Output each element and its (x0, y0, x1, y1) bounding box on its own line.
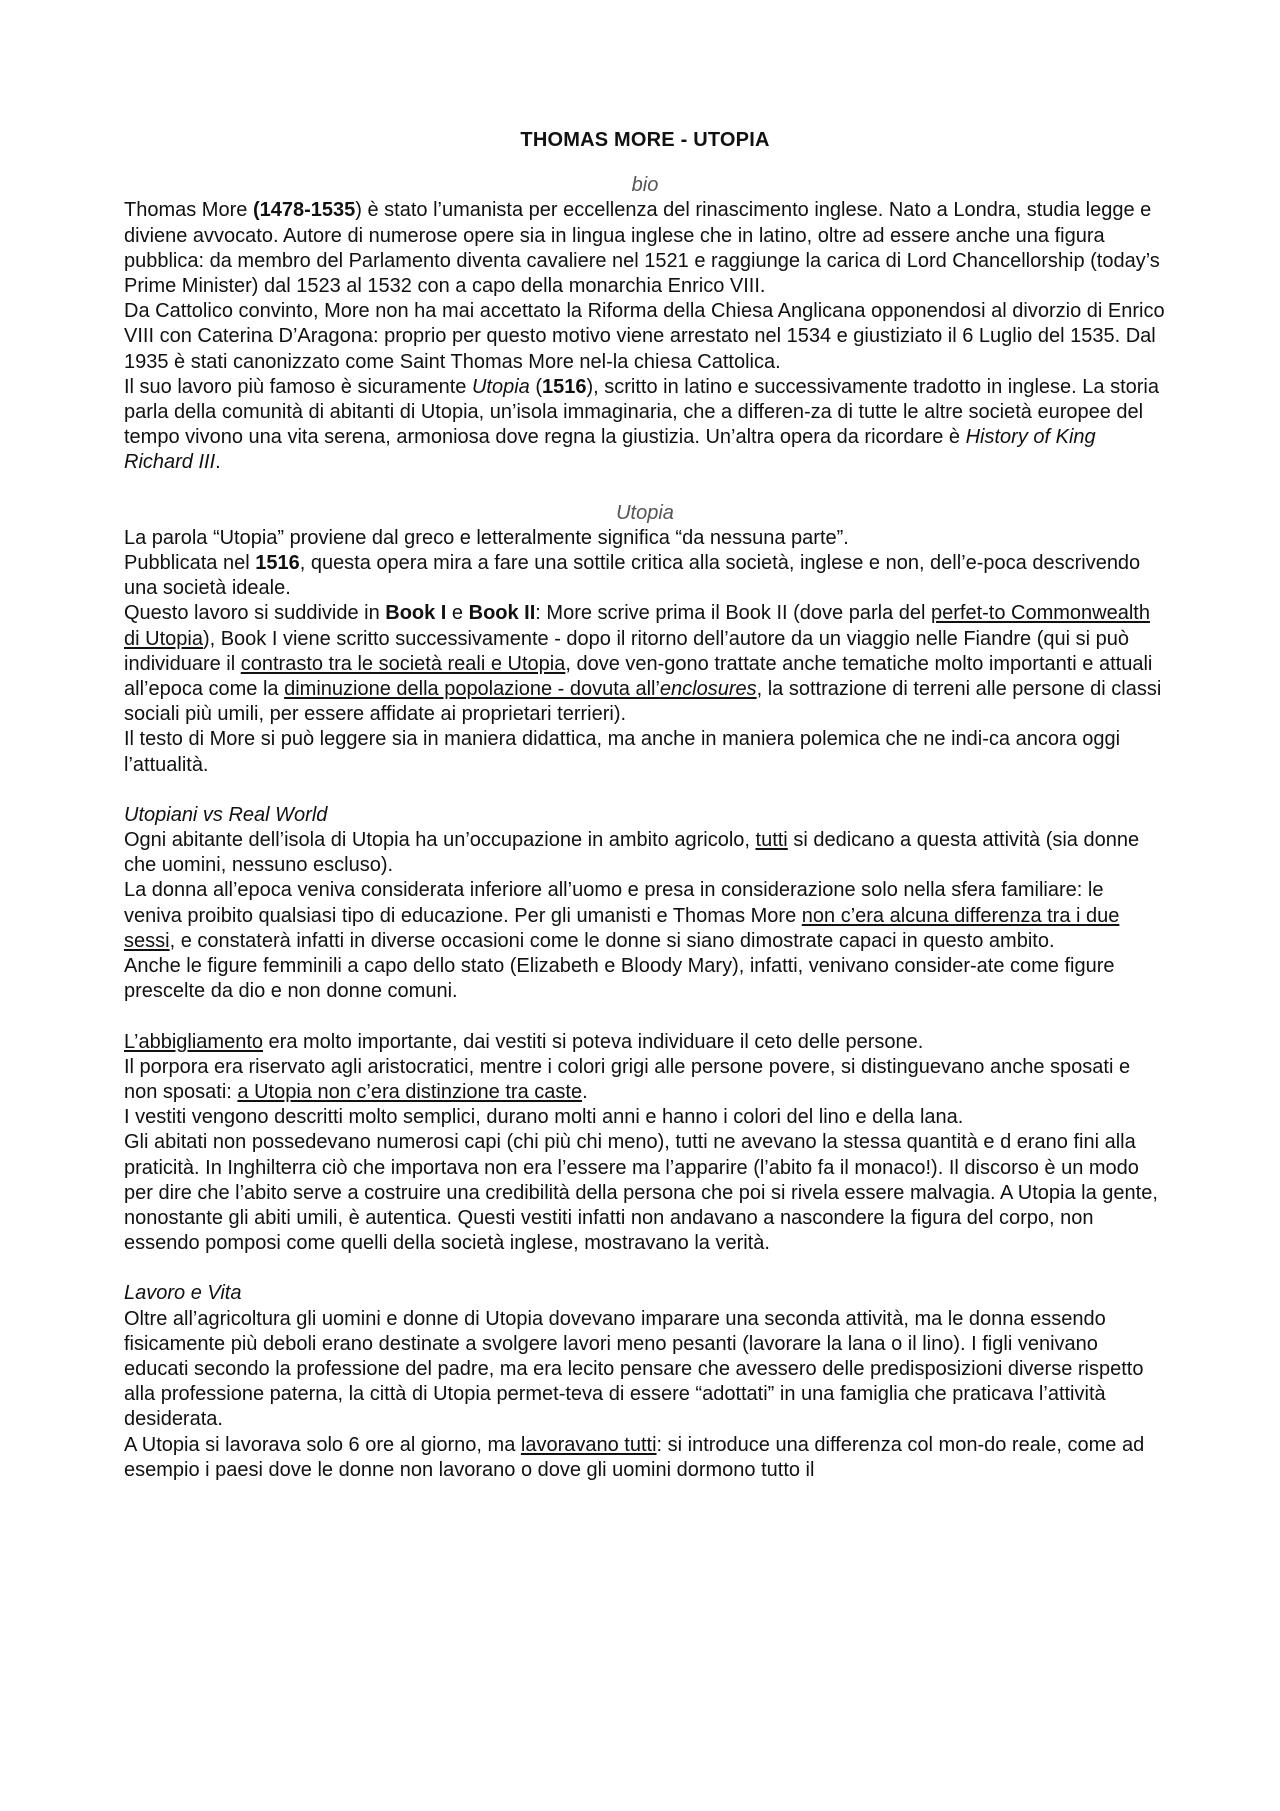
utopiani-section (124, 803, 1166, 1005)
underlined-phrase: non c’era alcuna differenza tra i due sessi (124, 904, 1120, 952)
utopia-section (124, 501, 1166, 778)
text-run: . (582, 1080, 588, 1103)
underlined-phrase: perfet-to Commonwealth di Utopia (124, 602, 1150, 650)
text-run: , dove ven-gono trattate anche tematiche molto importanti e attuali all’epoca come la (124, 652, 1153, 701)
bold-year: 1516 (541, 375, 587, 398)
abbigliamento-paragraph-3: I vestiti vengono descritti molto semplici, durano molti anni e hanno i colori del lino e della lana. (124, 1106, 964, 1129)
italic-term: enclosures (659, 678, 757, 701)
bio-paragraph-1 (124, 198, 1166, 299)
text-run: La donna all’epoca veniva considerata inferiore all’uomo e presa in considerazione solo nella sfera familiare: le veniva proibito qualsiasi tipo di educazione. Per gli umanisti e Thomas More (124, 879, 1104, 927)
utopia-paragraph-2 (124, 551, 1166, 601)
text-run: : More scrive prima il Book II (dove parla del (535, 602, 931, 625)
text-run: A Utopia si lavorava solo 6 ore al giorno, ma (124, 1433, 521, 1456)
document-title: THOMAS MORE - UTOPIA (520, 129, 770, 151)
underlined-phrase (284, 678, 757, 700)
utopiani-paragraph-3: Anche le figure femminili a capo dello stato (Elizabeth e Bloody Mary), infatti, venivano consider-ate come figure prescelte da dio e non donne comuni. (124, 955, 1115, 1003)
lavoro-paragraph-1: Oltre all’agricoltura gli uomini e donne di Utopia dovevano imparare una seconda attività, ma le donna essendo fisicamente più deboli erano destinate a svolgere lavori meno pesanti (lavorare la lana o il lino). I figli venivano educati secondo la professione del padre, ma era lecito pensare che avessero delle predisposizioni diverse rispetto alla professione paterna, la città di Utopia permet-teva di essere “adottati” in una famiglia che praticava l’attività desiderata. (124, 1307, 1144, 1431)
bio-paragraph-2: Da Cattolico convinto, More non ha mai accettato la Riforma della Chiesa Anglicana opponendosi al divorzio di Enrico VIII con Caterina D’Aragona: proprio per questo motivo viene arrestato nel 1534 e giustiziato il 6 Luglio del 1535. Dal 1935 è stati canonizzato come Saint Thomas More nel-la chiesa Cattolica. (124, 300, 1165, 373)
italic-title: Utopia (471, 375, 530, 398)
utopiani-heading: Utopiani vs Real World (124, 803, 328, 826)
lavoro-heading: Lavoro e Vita (124, 1282, 242, 1305)
text-run: Questo lavoro si suddivide in (124, 602, 386, 625)
text-run: Il porpora era riservato agli aristocratici, mentre i colori grigi alle persone povere, si distinguevano anche sposati e non sposati: (124, 1055, 1131, 1103)
utopiani-paragraph-1 (124, 828, 1166, 878)
text-run: ), scritto in latino e successivamente tradotto in inglese. La storia parla della comunità di abitanti di Utopia, un’isola immaginaria, che a differen-za di tutte le altre società europee del tempo vivono una vita serena, armoniosa dove regna la giustizia. Un’altra opera da ricordare è (124, 375, 1159, 449)
underlined-phrase: L’abbigliamento (124, 1030, 263, 1053)
bio-paragraph-3 (124, 375, 1166, 476)
text-run: Thomas More (124, 199, 253, 222)
text-run: ( (529, 375, 542, 398)
bio-heading: bio (631, 174, 659, 197)
bold-book: Book I (385, 602, 447, 625)
underlined-phrase: a Utopia non c’era distinzione tra caste (237, 1080, 583, 1103)
text-run: , e constaterà infatti in diverse occasioni come le donne si siano dimostrate capaci in questo ambito. (169, 929, 1055, 952)
text-run: Ogni abitante dell’isola di Utopia ha un’occupazione in ambito agricolo, (124, 829, 756, 852)
text-run: Il suo lavoro più famoso è sicuramente (124, 375, 472, 398)
text-run: ) è stato l’umanista per eccellenza del rinascimento inglese. Nato a Londra, studia legge e diviene avvocato. Autore di numerose opere sia in lingua inglese che in latino, oltre ad essere anche una figura pubblica: da membro del Parlamento diventa cavaliere nel 1521 e raggiunge la carica di Lord Chancellorship (today’s Prime Minister) dal 1523 al 1532 con a capo della monarchia Enrico VIII. (124, 199, 1160, 298)
bold-dates: (1478-1535 (252, 199, 356, 222)
utopia-paragraph-4: Il testo di More si può leggere sia in maniera didattica, ma anche in maniera polemica che ne indi-ca ancora oggi l’attualità. (124, 728, 1121, 776)
underlined-phrase: lavoravano tutti (520, 1433, 657, 1456)
text-run: , la sottrazione di terreni alle persone di classi sociali più umili, per essere affidate ai proprietari terrieri). (124, 678, 1162, 726)
lavoro-section (124, 1281, 1166, 1483)
text-run: e (446, 602, 469, 625)
text-run: ), Book I viene scritto successivamente - dopo il ritorno dell’autore da un viaggio nelle Fiandre (qui si può individuare il (124, 627, 1129, 675)
text-run: Pubblicata nel (124, 552, 256, 575)
text-run: si dedicano a questa attività (sia donne che uomini, nessuno escluso). (124, 829, 1140, 877)
text-run: , questa opera mira a fare una sottile critica alla società, inglese e non, dell’e-poca descrivendo una società ideale. (124, 552, 1141, 600)
text-run: era molto importante, dai vestiti si poteva individuare il ceto delle persone. (263, 1030, 924, 1053)
text-run: . (215, 451, 221, 474)
utopiani-paragraph-2 (124, 878, 1166, 954)
utopia-heading: Utopia (616, 501, 674, 524)
abbigliamento-section (124, 1030, 1166, 1257)
abbigliamento-paragraph-2 (124, 1055, 1166, 1105)
underlined-phrase: contrasto tra le società reali e Utopia (240, 652, 566, 675)
utopia-paragraph-1: La parola “Utopia” proviene dal greco e letteralmente significa “da nessuna parte”. (124, 526, 849, 549)
abbigliamento-paragraph-1 (124, 1030, 1166, 1055)
text-run: : si introduce una differenza col mon-do reale, come ad esempio i paesi dove le donne non lavorano o dove gli uomini dormono tutto il (124, 1433, 1145, 1481)
bold-book: Book II (468, 602, 536, 625)
text-run: diminuzione della popolazione - dovuta all’ (284, 678, 660, 701)
bio-section (124, 173, 1166, 475)
document-page (124, 128, 1166, 1508)
lavoro-paragraph-2 (124, 1433, 1166, 1483)
utopia-paragraph-3 (124, 601, 1166, 727)
underlined-phrase: tutti (755, 829, 788, 852)
italic-title: History of King Richard III (124, 426, 1096, 474)
bold-year: 1516 (255, 552, 300, 575)
abbigliamento-paragraph-4: Gli abitati non possedevano numerosi capi (chi più chi meno), tutti ne avevano la stessa quantità e d erano fini alla praticità. In Inghilterra ciò che importava non era l’essere ma l’apparire (l’abito fa il monaco!). Il discorso è un modo per dire che l’abito serve a costruire una credibilità della persona che poi si rivela essere malvagia. A Utopia la gente, nonostante gli abiti umili, è autentica. Questi vestiti infatti non andavano a nascondere la figura del corpo, non essendo pomposi come quelli della società inglese, mostravano la verità. (124, 1131, 1158, 1255)
